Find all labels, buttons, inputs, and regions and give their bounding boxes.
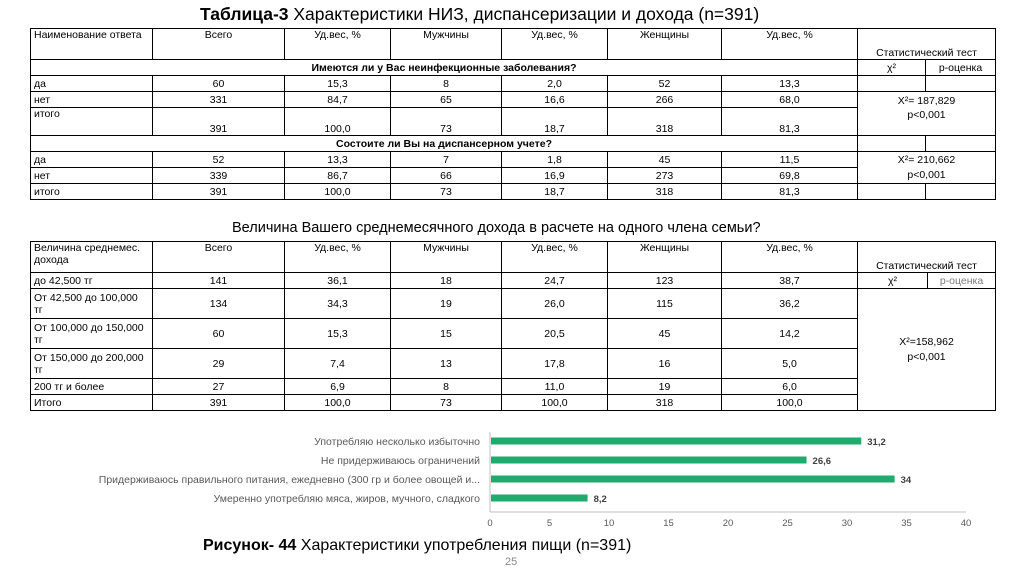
stat-test-income xyxy=(858,289,996,411)
cell-men: 73 xyxy=(391,108,502,136)
title-rest: Характеристики НИЗ, диспансеризации и дохода (n=391) xyxy=(288,4,760,24)
cell-share-women: 6,0 xyxy=(722,379,858,395)
header-women: Женщины xyxy=(608,242,722,273)
bar xyxy=(491,438,861,445)
header-men: Мужчины xyxy=(391,242,502,273)
cell-total: 331 xyxy=(153,92,285,108)
cell-share-men: 20,5 xyxy=(502,319,608,349)
header-total: Всего xyxy=(153,29,285,60)
empty-cell xyxy=(858,76,926,92)
cell-women: 266 xyxy=(608,92,722,108)
question-ncd: Имеются ли у Вас неинфекционные заболевания? xyxy=(31,60,858,76)
header-men: Мужчины xyxy=(391,29,502,60)
p-value: p<0,001 xyxy=(907,168,946,181)
page-title xyxy=(200,4,759,25)
figure-caption xyxy=(203,537,631,555)
cell-share-men: 18,7 xyxy=(502,108,608,136)
cell-share-women: 5,0 xyxy=(722,349,858,379)
cell-men: 7 xyxy=(391,152,502,168)
cell-share: 84,7 xyxy=(285,92,391,108)
table-row xyxy=(31,379,996,395)
table-row xyxy=(31,184,996,200)
cell-total: 391 xyxy=(153,184,285,200)
x-tick-label: 40 xyxy=(960,518,972,529)
cell-share-men: 16,9 xyxy=(502,168,608,184)
cell-women: 123 xyxy=(608,273,722,289)
cell-total: 27 xyxy=(153,379,285,395)
cell-women: 318 xyxy=(608,108,722,136)
cell-women: 318 xyxy=(608,184,722,200)
row-label: От 42,500 до 100,000 тг xyxy=(31,289,153,319)
cell-share: 6,9 xyxy=(285,379,391,395)
header-stat-test: Статистический тест xyxy=(858,29,996,60)
stat-test-ncd xyxy=(858,92,996,136)
cell-share-men: 11,0 xyxy=(502,379,608,395)
cell-share-men: 1,8 xyxy=(502,152,608,168)
row-label: итого xyxy=(31,108,153,136)
p-label: р-оценка xyxy=(926,60,996,76)
table-row xyxy=(31,152,996,168)
cell-men: 8 xyxy=(391,76,502,92)
cell-share: 36,1 xyxy=(285,273,391,289)
p-value: p<0,001 xyxy=(907,109,946,121)
ncd-dispensary-table xyxy=(30,28,996,200)
stat-test-dispensary xyxy=(858,152,996,184)
cell-share: 15,3 xyxy=(285,319,391,349)
cell-total: 391 xyxy=(153,395,285,411)
cell-share: 7,4 xyxy=(285,349,391,379)
chi-value: Χ²= 210,662 xyxy=(897,153,956,166)
chi-label: χ² xyxy=(858,273,928,289)
row-label: От 100,000 до 150,000 тг xyxy=(31,319,153,349)
cell-men: 73 xyxy=(391,395,502,411)
table-row xyxy=(31,395,996,411)
cell-total: 60 xyxy=(153,319,285,349)
cell-share-women: 36,2 xyxy=(722,289,858,319)
food-consumption-chart xyxy=(0,428,1024,536)
page-number: 25 xyxy=(505,556,518,568)
header-share-total: Уд.вес, % xyxy=(285,29,391,60)
cell-men: 15 xyxy=(391,319,502,349)
p-label: р-оценка xyxy=(928,273,996,289)
cell-women: 318 xyxy=(608,395,722,411)
bar xyxy=(491,457,807,464)
table-row xyxy=(31,289,996,319)
cell-share-women: 81,3 xyxy=(722,184,858,200)
empty-cell xyxy=(858,136,926,152)
header-women: Женщины xyxy=(608,29,722,60)
title-bold: Таблица-3 xyxy=(200,4,289,24)
cell-women: 115 xyxy=(608,289,722,319)
header-answer: Наименование ответа xyxy=(31,29,153,60)
row-label: нет xyxy=(31,168,153,184)
cell-share-women: 13,3 xyxy=(722,76,858,92)
data-label: 31,2 xyxy=(867,437,886,448)
empty-cell xyxy=(926,136,996,152)
data-label: 8,2 xyxy=(593,494,607,505)
cell-share: 15,3 xyxy=(285,76,391,92)
chi-value: Χ²=158,962 xyxy=(899,335,954,348)
cell-share: 13,3 xyxy=(285,152,391,168)
x-tick-label: 25 xyxy=(782,518,793,529)
header-share-men: Уд.вес, % xyxy=(502,29,608,60)
cell-share-women: 14,2 xyxy=(722,319,858,349)
row-label: до 42,500 тг xyxy=(31,273,153,289)
cell-total: 29 xyxy=(153,349,285,379)
cell-men: 65 xyxy=(391,92,502,108)
bar xyxy=(491,476,895,483)
category-label: Придерживаюсь правильного питания, ежедневно (300 гр и более овощей и... xyxy=(98,474,480,486)
x-tick-label: 0 xyxy=(487,518,493,529)
cell-men: 19 xyxy=(391,289,502,319)
cell-share-men: 17,8 xyxy=(502,349,608,379)
cell-total: 141 xyxy=(153,273,285,289)
data-label: 26,6 xyxy=(812,456,832,467)
cell-share: 100,0 xyxy=(285,184,391,200)
category-label: Умеренно употребляю мяса, жиров, мучного, сладкого xyxy=(213,493,480,505)
x-tick-label: 15 xyxy=(663,518,674,529)
row-label: нет xyxy=(31,92,153,108)
empty-cell xyxy=(926,76,996,92)
cell-women: 52 xyxy=(608,76,722,92)
x-tick-label: 10 xyxy=(603,518,615,529)
cell-men: 13 xyxy=(391,349,502,379)
question-dispensary: Состоите ли Вы на диспансерном учете? xyxy=(31,136,858,152)
cell-women: 45 xyxy=(608,152,722,168)
cell-share: 100,0 xyxy=(285,108,391,136)
data-label: 34 xyxy=(900,475,912,486)
cell-share: 86,7 xyxy=(285,168,391,184)
cell-women: 45 xyxy=(608,319,722,349)
header-share-women: Уд.вес, % xyxy=(722,29,858,60)
cell-share: 34,3 xyxy=(285,289,391,319)
row-label: Итого xyxy=(31,395,153,411)
cell-share-women: 11,5 xyxy=(722,152,858,168)
header-income: Величина среднемес. дохода xyxy=(31,242,153,273)
table-row xyxy=(31,92,996,108)
chi-label: χ² xyxy=(858,60,926,76)
cell-men: 18 xyxy=(391,273,502,289)
cell-total: 339 xyxy=(153,168,285,184)
cell-total: 134 xyxy=(153,289,285,319)
cell-share-men: 16,6 xyxy=(502,92,608,108)
income-question-title: Величина Вашего среднемесячного дохода в расчете на одного члена семьи? xyxy=(232,220,761,236)
table-row xyxy=(31,273,996,289)
cell-total: 60 xyxy=(153,76,285,92)
chi-value: Χ²= 187,829 xyxy=(897,95,956,107)
cell-total: 52 xyxy=(153,152,285,168)
income-table xyxy=(30,241,996,411)
cell-share-women: 38,7 xyxy=(722,273,858,289)
x-tick-label: 5 xyxy=(546,518,553,529)
cell-total: 391 xyxy=(153,108,285,136)
cell-men: 73 xyxy=(391,184,502,200)
header-share-women: Уд.вес, % xyxy=(722,242,858,273)
x-tick-label: 35 xyxy=(901,518,912,529)
cell-share-men: 100,0 xyxy=(502,395,608,411)
cell-share-men: 24,7 xyxy=(502,273,608,289)
cell-men: 8 xyxy=(391,379,502,395)
cell-share-men: 2,0 xyxy=(502,76,608,92)
category-label: Не придерживаюсь ограничений xyxy=(320,455,480,467)
x-tick-label: 20 xyxy=(722,518,734,529)
category-label: Употребляю несколько избыточно xyxy=(314,436,480,448)
header-share-men: Уд.вес, % xyxy=(502,242,608,273)
table-row xyxy=(31,349,996,379)
row-label: да xyxy=(31,152,153,168)
row-label: итого xyxy=(31,184,153,200)
row-label: да xyxy=(31,76,153,92)
bar xyxy=(491,495,588,502)
table-row xyxy=(31,108,996,136)
cell-share-women: 68,0 xyxy=(722,92,858,108)
cell-men: 66 xyxy=(391,168,502,184)
p-value: p<0,001 xyxy=(907,350,946,363)
cell-share-women: 81,3 xyxy=(722,108,858,136)
caption-bold: Рисунок- 44 xyxy=(203,537,297,554)
empty-cell xyxy=(926,184,996,200)
cell-women: 16 xyxy=(608,349,722,379)
header-total: Всего xyxy=(153,242,285,273)
cell-share-women: 69,8 xyxy=(722,168,858,184)
cell-women: 273 xyxy=(608,168,722,184)
cell-share-men: 26,0 xyxy=(502,289,608,319)
cell-share: 100,0 xyxy=(285,395,391,411)
cell-women: 19 xyxy=(608,379,722,395)
table-row xyxy=(31,76,996,92)
header-share-total: Уд.вес, % xyxy=(285,242,391,273)
empty-cell xyxy=(858,184,926,200)
caption-rest: Характеристики употребления пищи (n=391) xyxy=(296,537,632,554)
row-label: 200 тг и более xyxy=(31,379,153,395)
cell-share-women: 100,0 xyxy=(722,395,858,411)
cell-share-men: 18,7 xyxy=(502,184,608,200)
table-row xyxy=(31,319,996,349)
row-label: От 150,000 до 200,000 тг xyxy=(31,349,153,379)
header-stat-test: Статистический тест xyxy=(858,242,996,273)
x-tick-label: 30 xyxy=(841,518,853,529)
table-row xyxy=(31,168,996,184)
